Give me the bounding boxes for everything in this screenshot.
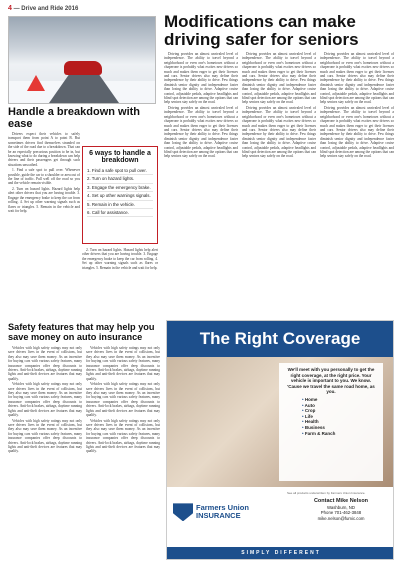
coverage-item: • Auto <box>302 403 378 409</box>
brand-logo <box>173 503 273 521</box>
coverage-item: • Farm & Ranch <box>302 431 378 437</box>
tip-item: 4. Set up other warnings signals. <box>87 192 153 200</box>
contact-name: Contact Mike Nelson <box>313 498 369 504</box>
safety-column-2: Vehicles with high safety ratings may not only save drivers lives in the event of collisions, but they also may save them money. As an incentive for buying cars with various safety features, many insurance companies offer deep discounts to drivers. Anti-lock brakes, airbags, daytime running lights and anti-theft devices are features that may qualify. Vehicles with high safety ratings may not only save drivers lives in the event of collisions, but they also may save them money. As an incentive for buying cars with various safety features, many insurance companies offer deep discounts to drivers. Anti-lock brakes, airbags, daytime running lights and anti-theft devices are features that may qualify. Vehicles with high safety ratings may not only save drivers lives in the event of collisions, but they also may save them money. As an incentive for buying cars with various safety features, many insurance companies offer deep discounts to drivers. Anti-lock brakes, airbags, daytime running lights and anti-theft devices are features that may qualify. <box>86 346 160 454</box>
shield-icon <box>173 503 193 521</box>
ad-copy <box>279 363 383 481</box>
ad-footer: SIMPLY DIFFERENT <box>167 547 394 559</box>
contact-email[interactable]: mike.nelson@fumic.com <box>317 515 365 521</box>
ad-pitch: We'll meet with you personally to get the right coverage, at the right price. Your vehicle is important to you. We know. 'Cause we travel the same road home, as you. <box>287 367 375 395</box>
tip-item: 3. Engage the emergency brake. <box>87 184 153 192</box>
car-shape <box>64 61 102 75</box>
brand-name: Farmers Union <box>196 503 249 513</box>
coverage-item: • Crop <box>302 408 378 414</box>
breakdown-column-1: Drivers expect their vehicles to safely transport them from point A to point B. But sometimes drivers find themselves stranded on the side of the road due to a breakdown. That can be an especially precarious position to be in, but knowing what to do during a breakdown can help drivers and their passengers get through such situations unscathed. 1. Find a safe spot to pull over. Whenever possible, guide the car to a shoulder or area out of the line of traffic. Pull well off the road so you and the vehicle remain visible. 2. Turn on hazard lights. Hazard lights help alert other drivers that you are having trouble. 3. Engage the emergency brake to keep the car from rolling. 4. Set up other warning signals such as flares or triangles. 5. Remain in the vehicle and wait for help. <box>8 132 80 213</box>
coverage-item: • Health <box>302 419 378 425</box>
tips-title: 6 ways to handle a breakdown <box>89 150 151 164</box>
breakdown-column-2: 2. Turn on hazard lights. Hazard lights help alert other drivers that you are having trouble. 3. Engage the emergency brake to keep the car from rolling. 4. Set up other warning signals such as flares or triangles. 5. Remain in the vehicle and wait for help. <box>82 248 158 270</box>
breakdown-photo <box>8 16 156 104</box>
page-folio: 4 — Drive and Ride 2016 <box>8 5 79 12</box>
ad-disclaimer: See all products underwritten by Farmers Union Insurance. <box>287 491 366 495</box>
warning-triangle-icon <box>27 75 45 91</box>
tips-box <box>82 146 158 244</box>
safety-column-1: Vehicles with high safety ratings may not only save drivers lives in the event of collisions, but they also may save them money. As an incentive for buying cars with various safety features, many insurance companies offer deep discounts to drivers. Anti-lock brakes, airbags, daytime running lights and anti-theft devices are features that may qualify. Vehicles with high safety ratings may not only save drivers lives in the event of collisions, but they also may save them money. As an incentive for buying cars with various safety features, many insurance companies offer deep discounts to drivers. Anti-lock brakes, airbags, daytime running lights and anti-theft devices are features that may qualify. Vehicles with high safety ratings may not only save drivers lives in the event of collisions, but they also may save them money. As an incentive for buying cars with various safety features, many insurance companies offer deep discounts to drivers. Anti-lock brakes, airbags, daytime running lights and anti-theft devices are features that may qualify. <box>8 346 82 454</box>
safety-headline: Safety features that may help you save money on auto insurance <box>8 322 155 342</box>
ad-contact <box>291 499 391 521</box>
page-number: 4 <box>8 5 12 12</box>
coverage-item: • Home <box>302 397 378 403</box>
contact-phone[interactable]: Phone 701-462-3848 <box>320 510 362 516</box>
breakdown-headline: Handle a breakdown with ease <box>8 106 141 130</box>
tip-item: 1. Find a safe spot to pull over. <box>87 167 153 175</box>
section-name: Drive and Ride 2016 <box>21 6 79 12</box>
ad-title: The Right Coverage <box>167 321 393 357</box>
tip-item: 5. Remain in the vehicle. <box>87 201 153 209</box>
contact-city: Washburn, ND <box>326 504 356 510</box>
insurance-ad[interactable] <box>166 320 394 560</box>
brand-sub: INSURANCE <box>196 511 241 521</box>
tip-item: 2. Turn on hazard lights. <box>87 175 153 183</box>
seniors-headline: Modifications can make driving safer for seniors <box>164 12 359 49</box>
coverage-item: • Life <box>302 414 378 420</box>
seniors-column-3: Driving provides an almost unrivaled level of independence. The ability to travel beyond a neighborhood or even one's hometown without a chaperone is probably what excites new drivers so much and makes them eager to get their licenses and cars. Senior drivers also may define their independence by their ability to drive. Few things diminish senior dignity and independence faster than losing the ability to drive. Adaptive cruise control, adjustable pedals, adaptive headlights and blind spot detection are among the options that can help seniors stay safely on the road. Driving provides an almost unrivaled level of independence. The ability to travel beyond a neighborhood or even one's hometown without a chaperone is probably what excites new drivers so much and makes them eager to get their licenses and cars. Senior drivers also may define their independence by their ability to drive. Few things diminish senior dignity and independence faster than losing the ability to drive. Adaptive cruise control, adjustable pedals, adaptive headlights and blind spot detection are among the options that can help seniors stay safely on the road. <box>320 52 394 159</box>
coverage-item: • Business <box>302 425 378 431</box>
seniors-column-2: Driving provides an almost unrivaled level of independence. The ability to travel beyond a neighborhood or even one's hometown without a chaperone is probably what excites new drivers so much and makes them eager to get their licenses and cars. Senior drivers also may define their independence by their ability to drive. Few things diminish senior dignity and independence faster than losing the ability to drive. Adaptive cruise control, adjustable pedals, adaptive headlights and blind spot detection are among the options that can help seniors stay safely on the road. Driving provides an almost unrivaled level of independence. The ability to travel beyond a neighborhood or even one's hometown without a chaperone is probably what excites new drivers so much and makes them eager to get their licenses and cars. Senior drivers also may define their independence by their ability to drive. Few things diminish senior dignity and independence faster than losing the ability to drive. Adaptive cruise control, adjustable pedals, adaptive headlights and blind spot detection are among the options that can help seniors stay safely on the road. <box>242 52 316 159</box>
tip-item: 6. Call for assistance. <box>87 209 153 217</box>
seniors-column-1: Driving provides an almost unrivaled level of independence. The ability to travel beyond a neighborhood or even one's hometown without a chaperone is probably what excites new drivers so much and makes them eager to get their licenses and cars. Senior drivers also may define their independence by their ability to drive. Few things diminish senior dignity and independence faster than losing the ability to drive. Adaptive cruise control, adjustable pedals, adaptive headlights and blind spot detection are among the options that can help seniors stay safely on the road. Driving provides an almost unrivaled level of independence. The ability to travel beyond a neighborhood or even one's hometown without a chaperone is probably what excites new drivers so much and makes them eager to get their licenses and cars. Senior drivers also may define their independence by their ability to drive. Few things diminish senior dignity and independence faster than losing the ability to drive. Adaptive cruise control, adjustable pedals, adaptive headlights and blind spot detection are among the options that can help seniors stay safely on the road. <box>164 52 238 159</box>
